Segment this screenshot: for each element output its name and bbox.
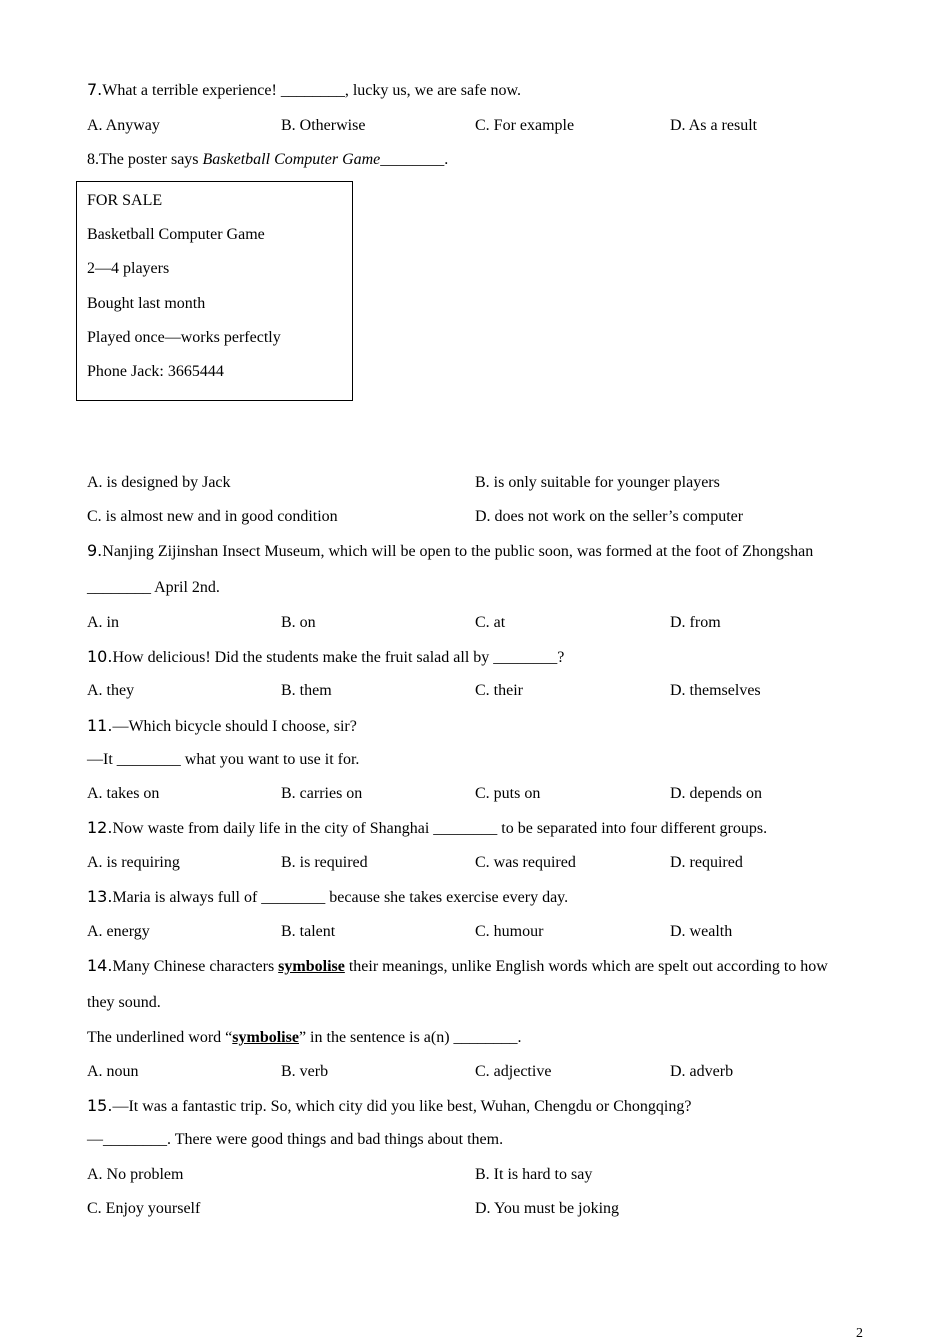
option-d[interactable]: D. You must be joking bbox=[475, 1200, 620, 1217]
question-7 bbox=[87, 80, 521, 101]
poster-line: Played once—works perfectly bbox=[87, 329, 281, 346]
option-d[interactable]: D. does not work on the seller’s computer bbox=[475, 508, 744, 525]
option-d[interactable]: D. required bbox=[670, 854, 743, 871]
option-b[interactable]: B. It is hard to say bbox=[475, 1166, 593, 1183]
option-a[interactable]: A. they bbox=[87, 682, 135, 699]
question-11-continued: —It ________ what you want to use it for. bbox=[87, 751, 360, 768]
question-text-pre: The poster says bbox=[99, 151, 203, 168]
question-10 bbox=[87, 647, 564, 668]
question-number: 8. bbox=[87, 151, 99, 168]
question-text-pre: Many Chinese characters bbox=[112, 958, 279, 975]
question-text: —Which bicycle should I choose, sir? bbox=[112, 718, 357, 735]
option-c[interactable]: C. Enjoy yourself bbox=[87, 1200, 201, 1217]
poster-line: 2—4 players bbox=[87, 260, 170, 277]
question-9-continued: ________ April 2nd. bbox=[87, 579, 220, 596]
option-c[interactable]: C. their bbox=[475, 682, 523, 699]
option-b[interactable]: B. is required bbox=[281, 854, 368, 871]
option-b[interactable]: B. on bbox=[281, 614, 316, 631]
option-a[interactable]: A. in bbox=[87, 614, 119, 631]
question-number: 9. bbox=[87, 541, 103, 560]
prompt-post: ” in the sentence is a(n) ________. bbox=[298, 1029, 522, 1046]
question-14 bbox=[87, 956, 828, 977]
option-a[interactable]: A. noun bbox=[87, 1063, 139, 1080]
option-d[interactable]: D. adverb bbox=[670, 1063, 734, 1080]
question-15 bbox=[87, 1096, 691, 1117]
question-number: 7. bbox=[87, 80, 103, 99]
prompt-pre: The underlined word “ bbox=[87, 1029, 233, 1046]
option-a[interactable]: A. takes on bbox=[87, 785, 160, 802]
question-text: Maria is always full of ________ because she takes exercise every day. bbox=[112, 889, 569, 906]
question-14-continued: they sound. bbox=[87, 994, 161, 1011]
question-text-post: their meanings, unlike English words which are spelt out according to how bbox=[344, 958, 828, 975]
option-c[interactable]: C. at bbox=[475, 614, 506, 631]
question-text: Now waste from daily life in the city of Shanghai ________ to be separated into four different groups. bbox=[112, 820, 768, 837]
question-13 bbox=[87, 887, 568, 908]
option-a[interactable]: A. is designed by Jack bbox=[87, 474, 231, 491]
question-text: What a terrible experience! ________, lucky us, we are safe now. bbox=[102, 82, 522, 99]
poster-line: FOR SALE bbox=[87, 192, 163, 209]
option-a[interactable]: A. No problem bbox=[87, 1166, 184, 1183]
option-b[interactable]: B. verb bbox=[281, 1063, 329, 1080]
option-d[interactable]: D. themselves bbox=[670, 682, 761, 699]
poster-line: Basketball Computer Game bbox=[87, 226, 265, 243]
question-blank: ________. bbox=[380, 151, 449, 168]
question-number: 15. bbox=[87, 1096, 113, 1115]
option-c[interactable]: C. was required bbox=[475, 854, 576, 871]
question-8 bbox=[87, 150, 448, 170]
option-b[interactable]: B. Otherwise bbox=[281, 117, 366, 134]
option-c[interactable]: C. is almost new and in good condition bbox=[87, 508, 338, 525]
option-d[interactable]: D. wealth bbox=[670, 923, 733, 940]
option-b[interactable]: B. talent bbox=[281, 923, 336, 940]
option-a[interactable]: A. Anyway bbox=[87, 117, 160, 134]
question-number: 13. bbox=[87, 887, 113, 906]
option-b[interactable]: B. is only suitable for younger players bbox=[475, 474, 720, 491]
option-c[interactable]: C. For example bbox=[475, 117, 575, 134]
question-number: 11. bbox=[87, 716, 113, 735]
underlined-word: symbolise bbox=[278, 958, 345, 975]
option-d[interactable]: D. from bbox=[670, 614, 721, 631]
poster-box bbox=[76, 181, 353, 401]
question-11 bbox=[87, 716, 357, 737]
option-a[interactable]: A. energy bbox=[87, 923, 150, 940]
option-c[interactable]: C. adjective bbox=[475, 1063, 552, 1080]
question-9 bbox=[87, 541, 813, 562]
question-number: 14. bbox=[87, 956, 113, 975]
question-text: Nanjing Zijinshan Insect Museum, which will be open to the public soon, was formed at the foot of Zhongshan bbox=[102, 543, 814, 560]
question-text: —It was a fantastic trip. So, which city did you like best, Wuhan, Chengdu or Chongqing? bbox=[112, 1098, 692, 1115]
option-b[interactable]: B. carries on bbox=[281, 785, 363, 802]
underlined-word: symbolise bbox=[232, 1029, 299, 1046]
option-b[interactable]: B. them bbox=[281, 682, 332, 699]
question-number: 10. bbox=[87, 647, 113, 666]
poster-title-italic: Basketball Computer Game bbox=[202, 151, 381, 168]
option-c[interactable]: C. puts on bbox=[475, 785, 541, 802]
question-12 bbox=[87, 818, 767, 839]
question-15-continued: —________. There were good things and bad things about them. bbox=[87, 1131, 504, 1148]
option-d[interactable]: D. As a result bbox=[670, 117, 758, 134]
option-d[interactable]: D. depends on bbox=[670, 785, 762, 802]
question-number: 12. bbox=[87, 818, 113, 837]
page-number: 2 bbox=[856, 1326, 863, 1341]
poster-line: Phone Jack: 3665444 bbox=[87, 363, 224, 380]
question-text: How delicious! Did the students make the fruit salad all by ________? bbox=[112, 649, 565, 666]
question-14-prompt bbox=[87, 1028, 522, 1048]
poster-line: Bought last month bbox=[87, 295, 206, 312]
option-a[interactable]: A. is requiring bbox=[87, 854, 180, 871]
option-c[interactable]: C. humour bbox=[475, 923, 544, 940]
